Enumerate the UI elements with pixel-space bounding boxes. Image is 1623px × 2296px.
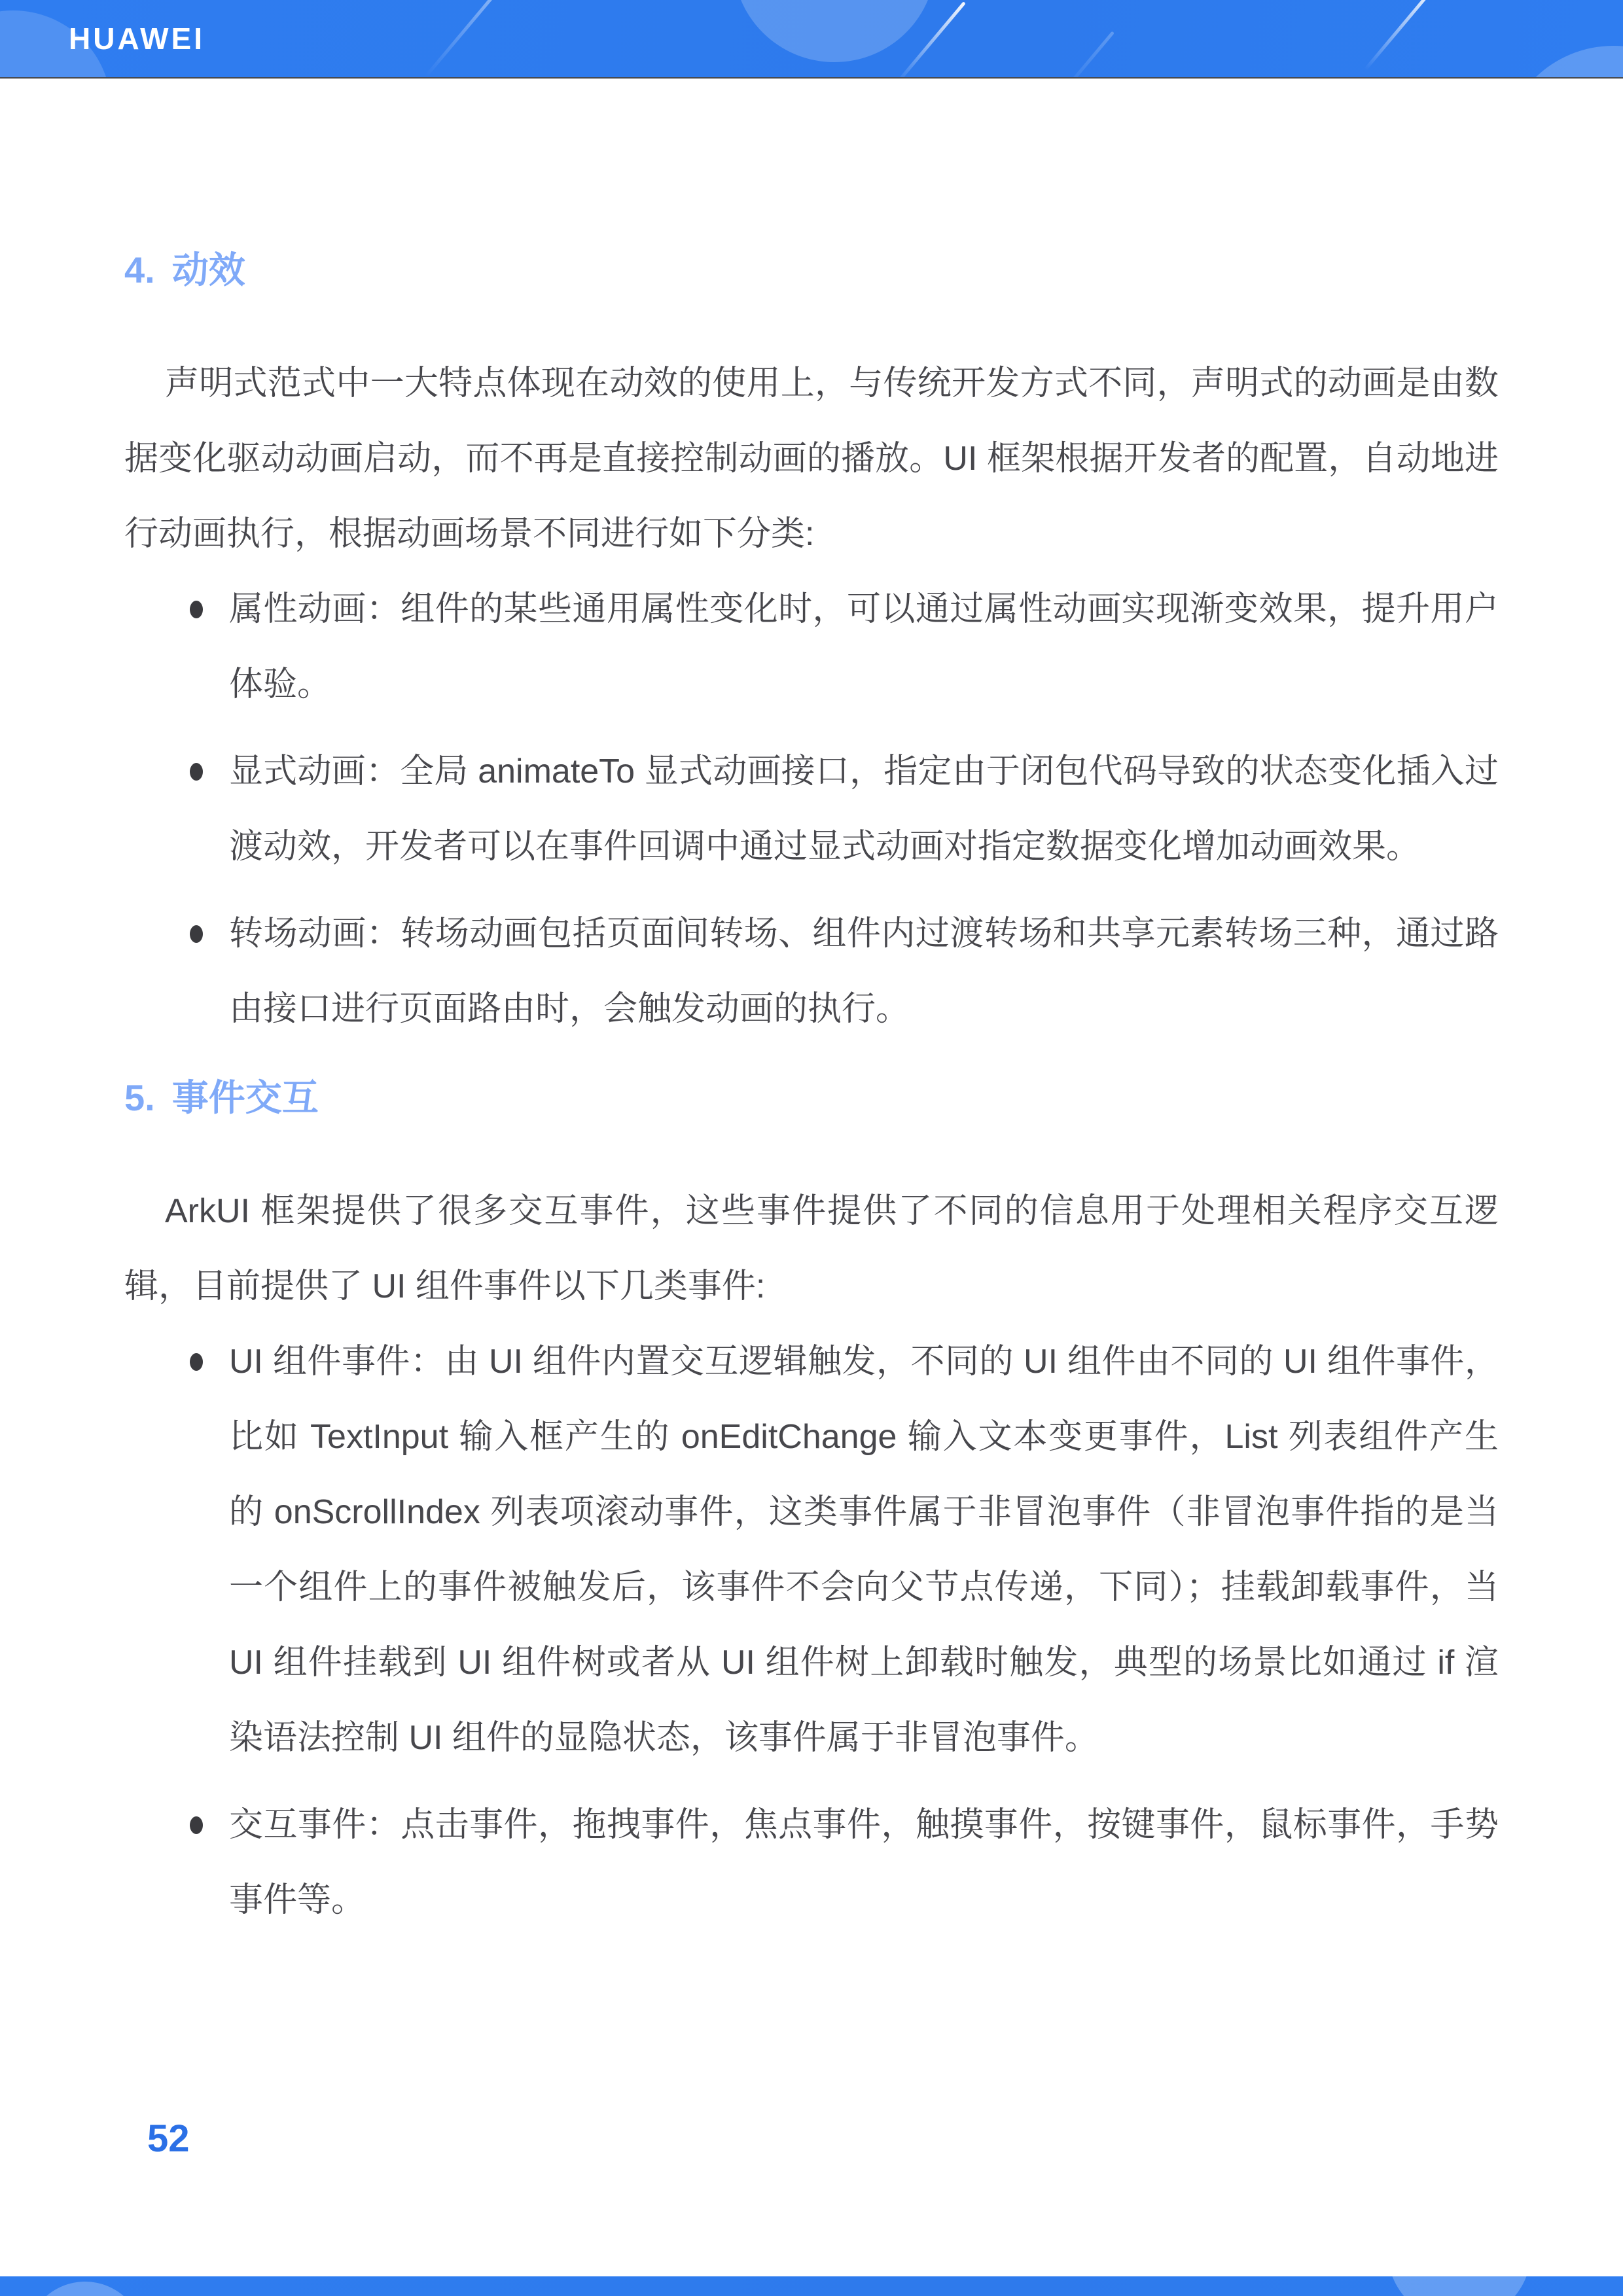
list-item	[124, 1788, 1499, 1938]
section-4-paragraph: 声明式范式中一大特点体现在动效的使用上，与传统开发方式不同，声明式的动画是由数据变化驱动动画启动，而不再是直接控制动画的播放。UI 框架根据开发者的配置，自动地进行动画执行，根据动画场景不同进行如下分类:	[124, 364, 1499, 553]
list-item-text: 属性动画：组件的某些通用属性变化时，可以通过属性动画实现渐变效果，提升用户体验。	[229, 590, 1499, 703]
section-title: 事件交互	[171, 1077, 319, 1118]
section-number: 5.	[124, 1077, 155, 1118]
list-item	[124, 734, 1499, 885]
section-4-bullet-list	[124, 572, 1499, 1047]
section-heading-4	[124, 249, 1499, 291]
list-item	[124, 896, 1499, 1047]
list-item	[124, 1324, 1499, 1776]
list-item-text: 转场动画：转场动画包括页面间转场、组件内过渡转场和共享元素转场三种，通过路由接口进行页面路由时，会触发动画的执行。	[229, 915, 1499, 1028]
list-item	[124, 572, 1499, 722]
footer-banner	[0, 2276, 1623, 2296]
bullet-dot-icon	[190, 925, 203, 943]
bullet-dot-icon	[190, 1353, 203, 1371]
section-title: 动效	[171, 249, 245, 291]
list-item-text: 显式动画：全局 animateTo 显式动画接口，指定由于闭包代码导致的状态变化插入过渡动效，开发者可以在事件回调中通过显式动画对指定数据变化增加动画效果。	[229, 752, 1499, 866]
document-body	[124, 79, 1499, 1950]
decorative-circle-right	[1502, 46, 1623, 79]
decorative-streak-3	[1061, 31, 1115, 79]
bullet-dot-icon	[190, 763, 203, 781]
section-heading-5	[124, 1077, 1499, 1118]
section-number: 4.	[124, 249, 155, 291]
decorative-circle-footer-right	[1387, 2276, 1531, 2296]
decorative-streak-1	[425, 0, 495, 77]
section-5-paragraph: ArkUI 框架提供了很多交互事件，这些事件提供了不同的信息用于处理相关程序交互逻辑，目前提供了 UI 组件事件以下几类事件:	[124, 1192, 1499, 1305]
decorative-circle-middle	[733, 0, 936, 62]
decorative-streak-4	[1364, 0, 1434, 71]
list-item-text: UI 组件事件：由 UI 组件内置交互逻辑触发，不同的 UI 组件由不同的 UI 组件事件，比如 TextInput 输入框产生的 onEditChange 输入文本变更事件，List 列表组件产生的 onScrollIndex 列表项滚动事件，这类事件属于非冒泡事件（非冒泡事件指的是当一个组件上的事件被触发后，该事件不会向父节点传递，下同）；挂载卸载事件，当 UI 组件挂载到 UI 组件树或者从 UI 组件树上卸载时触发，典型的场景比如通过 if 渲染语法控制 UI 组件的显隐状态，该事件属于非冒泡事件。	[229, 1343, 1499, 1757]
bullet-dot-icon	[190, 1816, 203, 1834]
list-item-text: 交互事件：点击事件，拖拽事件，焦点事件，触摸事件，按键事件，鼠标事件，手势事件等。	[229, 1806, 1499, 1919]
bullet-dot-icon	[190, 601, 203, 618]
header-banner	[0, 0, 1623, 79]
decorative-circle-footer-left	[26, 2282, 144, 2296]
section-5-bullet-list	[124, 1324, 1499, 1938]
page-number: 52	[147, 2117, 190, 2160]
huawei-logo: HUAWEI	[69, 22, 205, 56]
